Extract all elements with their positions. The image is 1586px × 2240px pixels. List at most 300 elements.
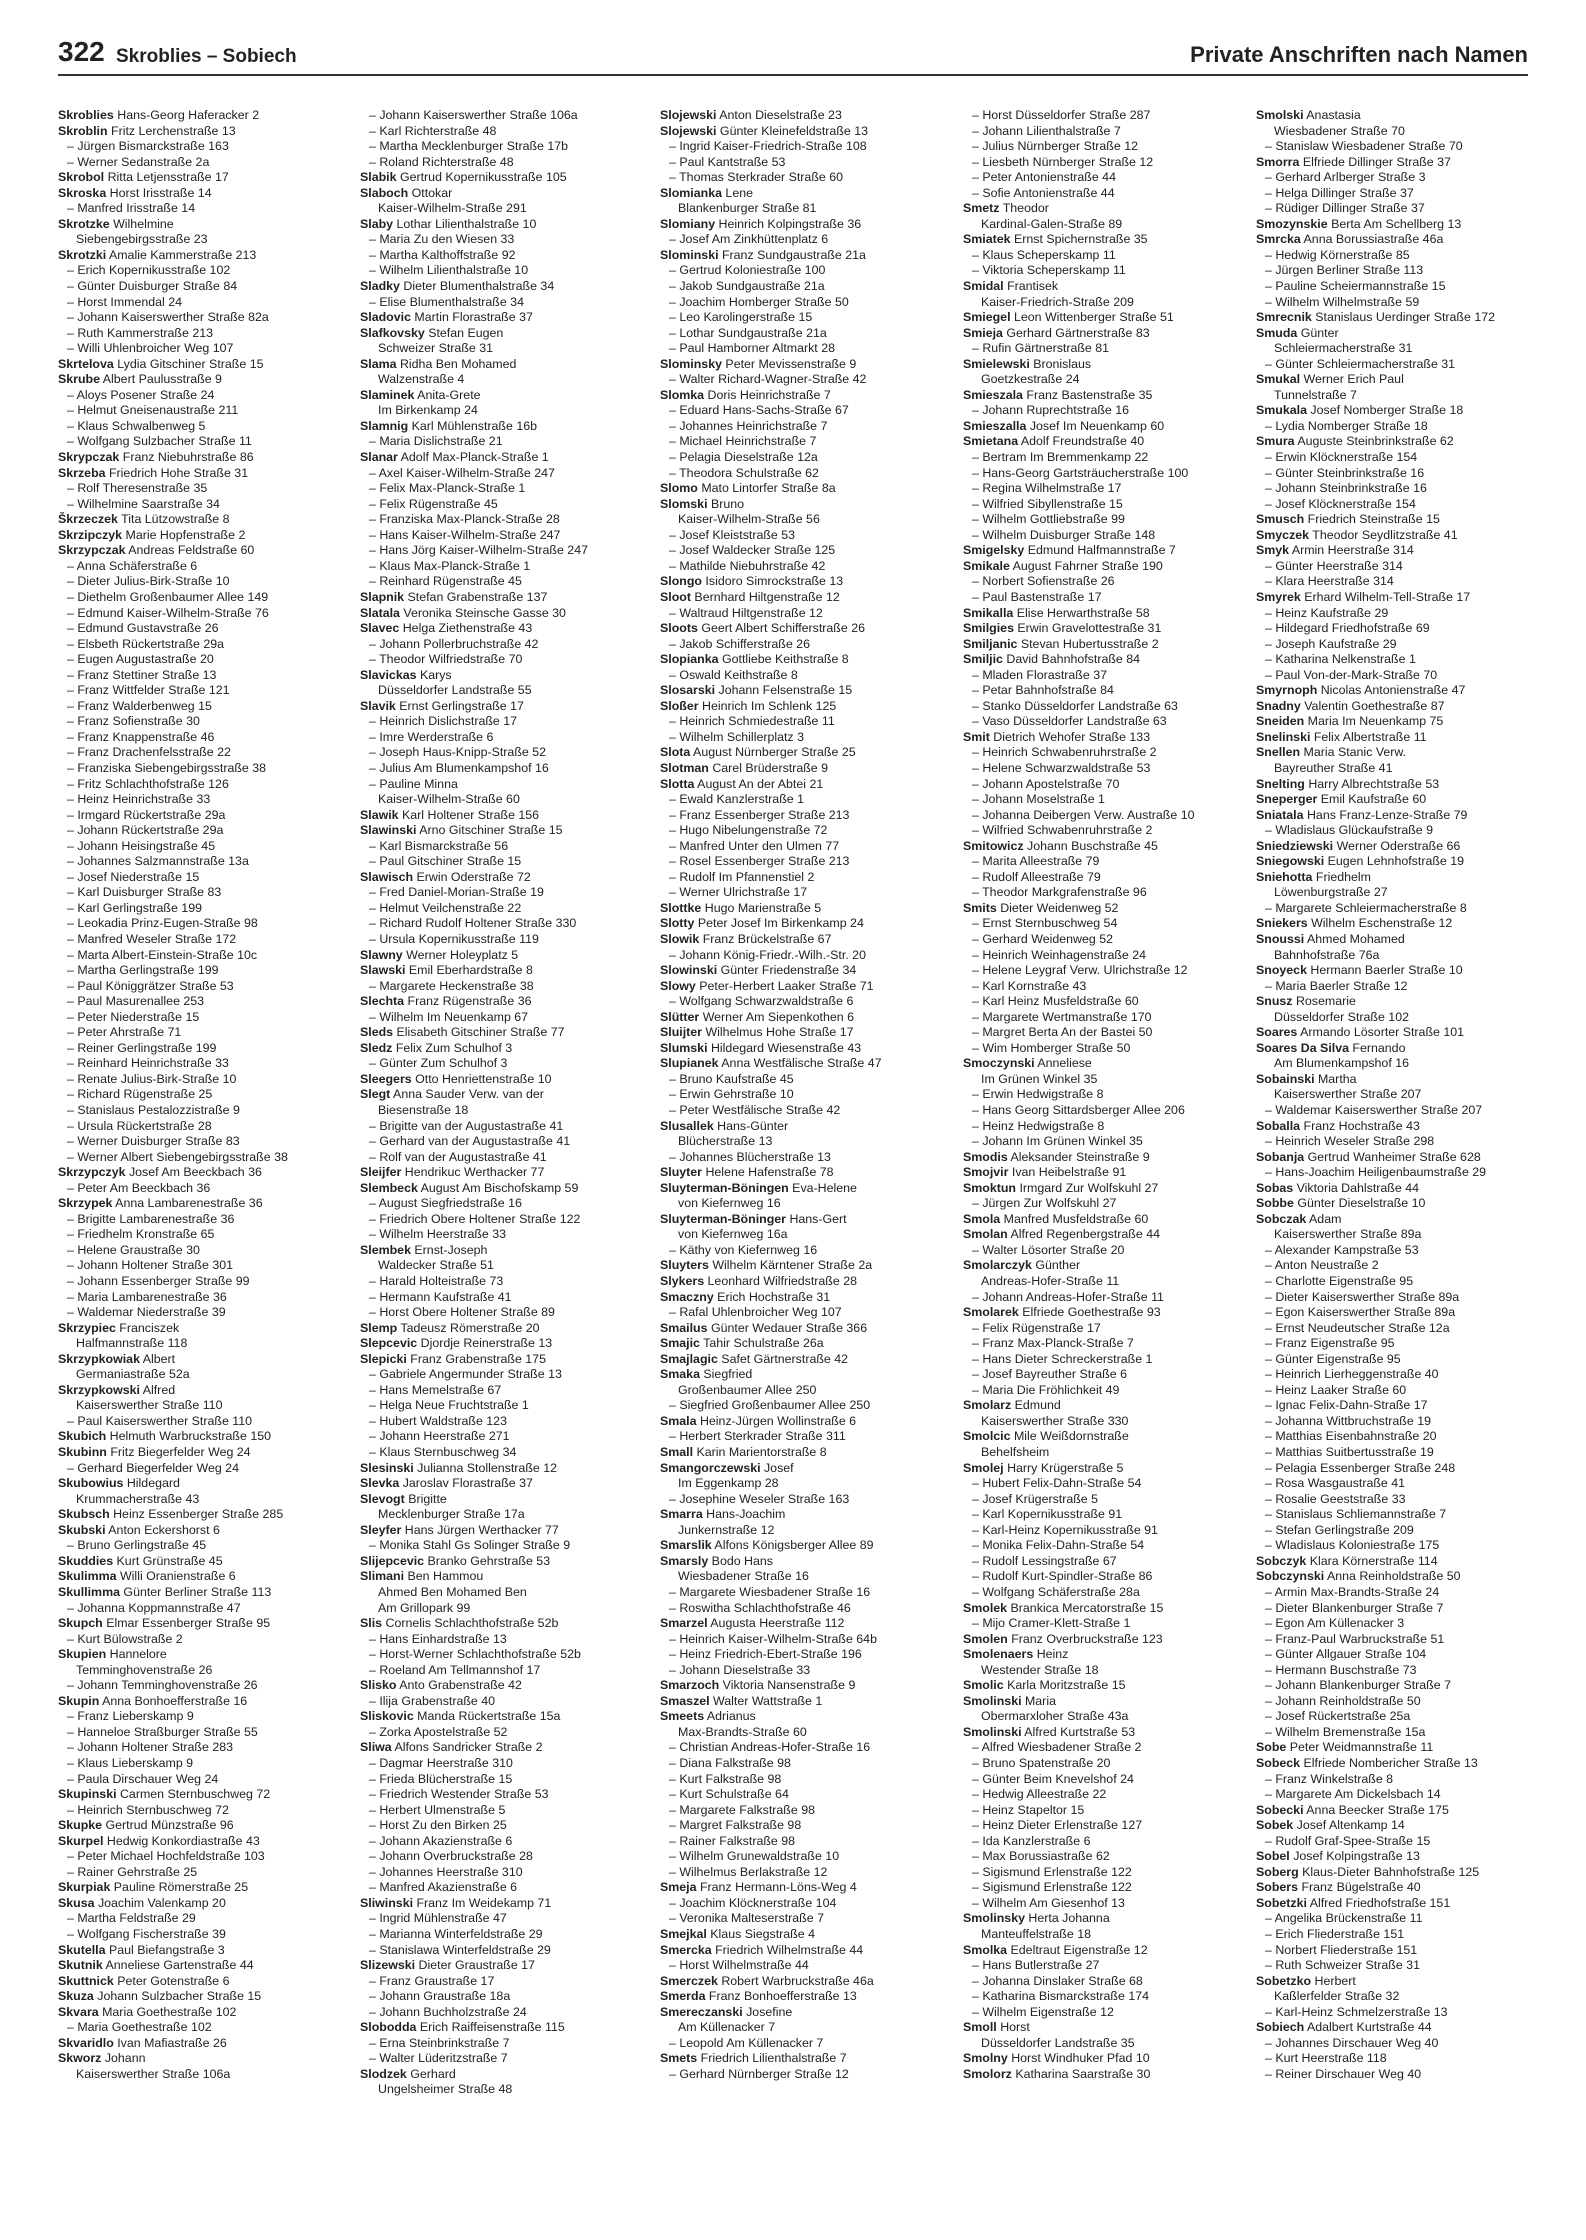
directory-entry: Düsseldorfer Landstraße 35 [981,2035,1135,2050]
directory-entry: – Josef Bayreuther Straße 6 [972,1367,1127,1382]
directory-entry: – Friedrich Obere Holtener Straße 122 [369,1211,581,1226]
directory-entry: – Julius Am Blumenkampshof 16 [369,760,549,775]
directory-entry: Smarzel Augusta Heerstraße 112 [660,1616,845,1631]
directory-entry: – Horst Zu den Birken 25 [369,1818,507,1833]
directory-entry: – Manfred Irisstraße 14 [67,201,196,216]
directory-entry: – Wilhelm Heerstraße 33 [369,1227,507,1242]
directory-entry: Skurpel Hedwig Konkordiastraße 43 [58,1833,260,1848]
directory-entry: – Johann Temminghovenstraße 26 [67,1678,258,1693]
directory-entry: Skrzeba Friedrich Hohe Straße 31 [58,465,249,480]
directory-entry: – Hubert Waldstraße 123 [369,1413,507,1428]
directory-entry: – Helga Neue Fruchtstraße 1 [369,1398,529,1413]
directory-entry: – Vaso Düsseldorfer Landstraße 63 [972,714,1167,729]
directory-entry: Großenbaumer Allee 250 [678,1382,817,1397]
directory-entry: – Helga Dillinger Straße 37 [1265,185,1414,200]
directory-entry: – Gerhard Arlberger Straße 3 [1265,170,1426,185]
directory-entry: Sobczyk Klara Körnerstraße 114 [1256,1553,1438,1568]
directory-entry: – Klaus Lieberskamp 9 [67,1755,194,1770]
directory-entry: Kaiserswerther Straße 106a [76,2066,231,2081]
directory-entry: – Theodor Markgrafenstraße 96 [972,885,1147,900]
directory-entry: – Stanislaus Schliemannstraße 7 [1265,1507,1447,1522]
directory-entry: Ungelsheimer Straße 48 [378,2082,513,2097]
directory-entry: Sluyterman-Böningen Eva-Helene [660,1180,857,1195]
directory-entry: – Paul Kaiserswerther Straße 110 [67,1413,253,1428]
directory-entry: Soares Armando Lösorter Straße 101 [1256,1025,1465,1040]
directory-entry: – Franz Knappenstraße 46 [67,729,215,744]
directory-entry: – Johannes Heerstraße 310 [369,1864,523,1879]
directory-entry: – Wolfgang Sulzbacher Straße 11 [67,434,252,449]
directory-entry: – Waltraud Hiltgenstraße 12 [669,605,823,620]
directory-entry: Smerda Franz Bonhoefferstraße 13 [660,1989,857,2004]
directory-entry: Kaiser-Wilhelm-Straße 60 [378,792,520,807]
directory-entry: Slis Cornelis Schlachthofstraße 52b [360,1616,559,1631]
directory-entry: – Rudolf Im Pfannenstiel 2 [669,869,815,884]
directory-entry: Smitowicz Johann Buschstraße 45 [963,838,1158,853]
directory-entry: – Rainer Falkstraße 98 [669,1833,796,1848]
directory-entry: Slobodda Erich Raiffeisenstraße 115 [360,2020,565,2035]
directory-entry: Goetzkestraße 24 [981,372,1080,387]
directory-entry: – Hermann Kaufstraße 41 [369,1289,512,1304]
directory-entry: – Fred Daniel-Morian-Straße 19 [369,885,544,900]
directory-entry: Sniatala Hans Franz-Lenze-Straße 79 [1256,807,1468,822]
directory-entry: – Peter Westfälische Straße 42 [669,1103,841,1117]
directory-entry: – Frieda Blücherstraße 15 [369,1771,513,1786]
directory-entry: Sobbe Günter Dieselstraße 10 [1256,1196,1426,1211]
directory-entry: Smarslik Alfons Königsberger Allee 89 [660,1538,874,1553]
directory-entry: – Stanislaw Wiesbadener Straße 70 [1265,139,1463,154]
directory-entry: – Johann Kaiserswerther Straße 82a [67,310,269,325]
directory-entry: Sniekers Wilhelm Eschenstraße 12 [1256,916,1453,931]
directory-entry: Sleegers Otto Henriettenstraße 10 [360,1071,552,1086]
directory-entry: Skrzipczyk Marie Hopfenstraße 2 [58,527,246,542]
directory-entry: Slemp Tadeusz Römerstraße 20 [360,1320,540,1335]
directory-entry: Germaniastraße 52a [76,1367,190,1382]
directory-entry: Kaiser-Friedrich-Straße 209 [981,294,1134,309]
directory-entry: – Dieter Kaiserswerther Straße 89a [1265,1289,1460,1304]
directory-entry: von Kiefernweg 16a [678,1227,788,1242]
directory-entry: – Margarete Am Dickelsbach 14 [1265,1787,1441,1802]
directory-entry: – Norbert Fliederstraße 151 [1265,1942,1418,1957]
directory-entry: – Karl-Heinz Schmelzerstraße 13 [1265,2004,1448,2019]
directory-entry: Kaiser-Wilhelm-Straße 291 [378,201,527,216]
directory-entry: Skubski Anton Eckershorst 6 [58,1522,220,1537]
directory-entry: – Rafal Uhlenbroicher Weg 107 [669,1305,842,1320]
directory-entry: – Joachim Klöcknerstraße 104 [669,1895,837,1910]
directory-entry: Manteuffelstraße 18 [981,1926,1091,1941]
directory-entry: – Heinz Kaufstraße 29 [1265,605,1389,620]
directory-entry: Am Grillopark 99 [378,1600,471,1615]
directory-entry: Skubinn Fritz Biegerfelder Weg 24 [58,1445,251,1460]
directory-entry: Düsseldorfer Landstraße 55 [378,683,532,698]
directory-entry: – Heinrich Lierheggenstraße 40 [1265,1367,1439,1382]
directory-entry: Krummacherstraße 43 [76,1491,200,1506]
directory-entry: Slatala Veronika Steinsche Gasse 30 [360,605,566,620]
directory-entry: – Heinz Stapeltor 15 [972,1802,1085,1817]
name-range: Skroblies – Sobiech [116,46,297,67]
directory-entry: – Johann Heisingstraße 45 [67,838,216,853]
directory-entry: Smikalla Elise Herwarthstraße 58 [963,605,1150,620]
directory-entry: – Gabriele Angermunder Straße 13 [369,1367,562,1382]
directory-entry: – Maria Die Fröhlichkeit 49 [972,1382,1120,1397]
directory-entry: Sobczak Adam [1256,1211,1342,1226]
directory-entry: – Johann Holtener Straße 301 [67,1258,234,1273]
directory-entry: Sobas Viktoria Dahlstraße 44 [1256,1180,1419,1195]
directory-entry: – Rolf van der Augustastraße 41 [369,1149,547,1164]
directory-entry: Sladky Dieter Blumenthalstraße 34 [360,279,555,294]
directory-entry: – Hans Dieter Schreckerstraße 1 [972,1351,1153,1366]
directory-entry: Snelting Harry Albrechtstraße 53 [1256,776,1440,791]
directory-entry: Slembeck August Am Bischofskamp 59 [360,1180,579,1195]
directory-entry: – Reiner Dirschauer Weg 40 [1265,2066,1422,2081]
directory-entry: Skrzypiec Franciszek [58,1320,180,1335]
directory-entry: – Maria Zu den Wiesen 33 [369,232,515,247]
directory-entry: Sobainski Martha [1256,1071,1357,1086]
directory-entry: Skrzypkowski Alfred [58,1382,176,1397]
directory-entry: Löwenburgstraße 27 [1274,885,1388,900]
directory-entry: Halfmannstraße 118 [76,1336,188,1351]
directory-entry: Smidal Frantisek [963,279,1059,294]
directory-entry: – Manfred Weseler Straße 172 [67,931,237,946]
directory-entry: Kaiserswerther Straße 89a [1274,1227,1422,1242]
directory-entry: Behelfsheim [981,1445,1050,1460]
directory-entry: Sobel Josef Kolpingstraße 13 [1256,1849,1420,1864]
directory-entry: – Bruno Kaufstraße 45 [669,1071,794,1086]
directory-entry: Slotman Carel Brüderstraße 9 [660,760,829,775]
directory-entry: Sluyter Helene Hafenstraße 78 [660,1165,834,1180]
directory-entry: – August Siegfriedstraße 16 [369,1196,522,1211]
directory-entry: Sobiech Adalbert Kurtstraße 44 [1256,2020,1432,2035]
directory-entry: Smiljic David Bahnhofstraße 84 [963,652,1141,667]
directory-entry: Slavik Ernst Gerlingstraße 17 [360,698,524,713]
directory-entry: – Pelagia Essenberger Straße 248 [1265,1460,1456,1475]
directory-entry: – Josef Niederstraße 15 [67,869,200,884]
directory-entry: – Hans Butlerstraße 27 [972,1958,1100,1973]
directory-entry: Skrzypek Anna Lambarenestraße 36 [58,1196,263,1211]
directory-entry: – Manfred Unter den Ulmen 77 [669,838,840,853]
directory-entry: – Heinz Laaker Straße 60 [1265,1382,1407,1397]
directory-entry: – Aloys Posener Straße 24 [67,387,215,402]
directory-entry: – Imre Werderstraße 6 [369,729,494,744]
directory-entry: – Paula Dirschauer Weg 24 [67,1771,219,1786]
directory-entry: – Karl Kornstraße 43 [972,978,1087,993]
directory-entry: Škrzeczek Tita Lützowstraße 8 [58,512,230,527]
directory-entry: Slaby Lothar Lilienthalstraße 10 [360,216,537,231]
directory-entry: – Klaus Schwalbenweg 5 [67,418,206,433]
directory-entry: Skupch Elmar Essenberger Straße 95 [58,1616,271,1631]
directory-entry: Slojewski Günter Kleinefeldstraße 13 [660,123,869,138]
directory-entry: – Paul Königgrätzer Straße 53 [67,978,234,993]
directory-entry: Smolan Alfred Regenbergstraße 44 [963,1227,1160,1242]
directory-entry: Slepcevic Djordje Reinerstraße 13 [360,1336,553,1351]
directory-entry: – Margarete Heckenstraße 38 [369,978,534,993]
directory-entry: – Peter Antonienstraße 44 [972,170,1116,185]
directory-entry: – Heinrich Schwabenruhrstraße 2 [972,745,1157,760]
directory-entry: Slomiany Heinrich Kolpingstraße 36 [660,216,862,231]
directory-entry: – Michael Heinrichstraße 7 [669,434,817,449]
directory-entry: – Willi Uhlenbroicher Weg 107 [67,341,234,356]
directory-entry: – Wilhelm Duisburger Straße 148 [972,527,1156,542]
directory-entry: – Diana Falkstraße 98 [669,1755,791,1770]
directory-entry: Smolinsky Herta Johanna [963,1911,1110,1926]
directory-entry: Skroblin Fritz Lerchenstraße 13 [58,123,236,138]
directory-entry: Skworz Johann [58,2051,146,2066]
directory-entry: – Wilhelmus Berlakstraße 12 [669,1864,828,1879]
directory-entry: Im Grünen Winkel 35 [981,1071,1098,1086]
directory-entry: Slomo Mato Lintorfer Straße 8a [660,481,836,496]
directory-entry: – Rüdiger Dillinger Straße 37 [1265,201,1425,216]
column-4 [963,108,1231,2082]
directory-entry: Smigelsky Edmund Halfmannstraße 7 [963,543,1176,558]
directory-entry: Skulimma Willi Oranienstraße 6 [58,1569,236,1584]
column-3 [660,108,928,2082]
directory-entry: Blankenburger Straße 81 [678,201,817,216]
directory-entry: – Rudolf Alleestraße 79 [972,869,1101,884]
directory-entry: Siebengebirgsstraße 23 [76,232,208,247]
directory-entry: – Heinz Dieter Erlenstraße 127 [972,1818,1143,1833]
directory-entry: – Theodor Wilfriedstraße 70 [369,652,523,667]
directory-entry: – Erna Steinbrinkstraße 7 [369,2035,510,2050]
directory-entry: – Alexander Kampstraße 53 [1265,1242,1419,1257]
directory-entry: Smarzoch Viktoria Nansenstraße 9 [660,1678,856,1693]
directory-entry: – Brigitte Lambarenestraße 36 [67,1211,235,1226]
directory-entry: Smolic Karla Moritzstraße 15 [963,1678,1126,1693]
directory-entry: – Lydia Nomberger Straße 18 [1265,418,1428,433]
directory-entry: Smits Dieter Weidenweg 52 [963,900,1119,915]
directory-entry: – Johann Graustraße 18a [369,1989,511,2004]
directory-entry: – Reinhard Rügenstraße 45 [369,574,522,589]
directory-entry: – Felix Rügenstraße 45 [369,496,498,511]
directory-entry: Slevka Jaroslav Florastraße 37 [360,1476,533,1491]
directory-entry: Skutella Paul Biefangstraße 3 [58,1942,225,1957]
directory-entry: – Wladislaus Koloniestraße 175 [1265,1538,1440,1553]
directory-entry: – Friedhelm Kronstraße 65 [67,1227,215,1242]
directory-entry: – Franz Eigenstraße 95 [1265,1336,1395,1351]
directory-entry: – Siegfried Großenbaumer Allee 250 [669,1398,871,1413]
directory-entry: – Josef Rückertstraße 25a [1265,1709,1411,1724]
directory-entry: Smietana Adolf Freundstraße 40 [963,434,1145,449]
directory-entry: Slaboch Ottokar [360,185,453,200]
directory-entry: – Wilhelm Am Giesenhof 13 [972,1895,1125,1910]
directory-entry: Smolny Horst Windhuker Pfad 10 [963,2051,1150,2066]
directory-entry: – Günter Allgauer Straße 104 [1265,1647,1427,1662]
directory-entry: – Helmut Veilchenstraße 22 [369,900,522,915]
directory-entry: Slongo Isidoro Simrockstraße 13 [660,574,844,589]
directory-entry: – Maria Baerler Straße 12 [1265,978,1408,993]
directory-entry: Skurpiak Pauline Römerstraße 25 [58,1880,249,1895]
directory-entry: Smiljanic Stevan Hubertusstraße 2 [963,636,1159,651]
directory-entry: – Günter Duisburger Straße 84 [67,279,238,294]
directory-entry: – Josef Klöcknerstraße 154 [1265,496,1416,511]
directory-entry: Smielewski Bronislaus [963,356,1092,371]
directory-entry: Sobetzko Herbert [1256,1973,1356,1988]
directory-entry: – Franz Stettiner Straße 13 [67,667,217,682]
directory-entry: Smyk Armin Heerstraße 314 [1256,543,1414,558]
directory-entry: – Ursula Rückertstraße 28 [67,1118,212,1133]
directory-entry: – Marta Albert-Einstein-Straße 10c [67,947,258,962]
directory-entry: – Wilhelm Im Neuenkamp 67 [369,1009,529,1024]
directory-entry: – Franz Essenberger Straße 213 [669,807,850,822]
directory-entry: – Franz Winkelstraße 8 [1265,1771,1394,1786]
directory-entry: – Klaus Scheperskamp 11 [972,247,1116,262]
directory-entry: Bahnhofstraße 76a [1274,947,1380,962]
directory-entry: Smoktun Irmgard Zur Wolfskuhl 27 [963,1180,1159,1195]
directory-entry: – Wilhelm Grunewaldstraße 10 [669,1849,840,1864]
directory-entry: Sneperger Emil Kaufstraße 60 [1256,792,1427,807]
directory-entry: – Johanna Deibergen Verw. Austraße 10 [972,807,1195,822]
directory-entry: – Gerhard Biegerfelder Weg 24 [67,1460,239,1475]
directory-entry: – Hans Kaiser-Wilhelm-Straße 247 [369,527,561,542]
directory-entry: Sniedziewski Werner Oderstraße 66 [1256,838,1461,853]
directory-entry: – Liesbeth Nürnberger Straße 12 [972,154,1154,169]
directory-entry: – Johann Pollerbruchstraße 42 [369,636,539,651]
directory-entry: – Erwin Hedwigstraße 8 [972,1087,1104,1102]
directory-entry: Smrcka Anna Borussiastraße 46a [1256,232,1444,247]
directory-entry: – Horst Düsseldorfer Straße 287 [972,108,1151,122]
directory-entry: Slawinski Arno Gitschiner Straße 15 [360,823,563,838]
directory-entry: – Heinrich Sternbuschweg 72 [67,1802,229,1817]
directory-entry: – Elise Blumenthalstraße 34 [369,294,524,309]
directory-entry: Junkernstraße 12 [678,1522,775,1537]
directory-entry: Kaßlerfelder Straße 32 [1274,1989,1400,2004]
directory-entry: Skrzypczyk Josef Am Beeckbach 36 [58,1165,262,1180]
directory-entry: – Peter Am Beeckbach 36 [67,1180,211,1195]
directory-entry: – Jakob Schifferstraße 26 [669,636,810,651]
directory-entry: Skrobol Ritta Letjensstraße 17 [58,170,229,185]
directory-entry: – Johanna Dinslaker Straße 68 [972,1973,1143,1988]
directory-entry: Skrotzki Amalie Kammerstraße 213 [58,247,257,262]
directory-entry: – Karl Heinz Musfeldstraße 60 [972,994,1139,1009]
directory-entry: – Rudolf Lessingstraße 67 [972,1553,1117,1568]
directory-entry: Skvaridlo Ivan Mafiastraße 26 [58,2035,227,2050]
directory-entry: – Rosalie Geeststraße 33 [1265,1491,1406,1506]
directory-entry: Slykers Leonhard Wilfriedstraße 28 [660,1274,857,1289]
directory-entry: – Martha Mecklenburger Straße 17b [369,139,569,154]
directory-entry: – Wilhelm Schillerplatz 3 [669,729,804,744]
directory-entry: – Günter Zum Schulhof 3 [369,1056,508,1071]
directory-entry: – Petar Bahnhofstraße 84 [972,683,1114,698]
directory-entry: Snoyeck Hermann Baerler Straße 10 [1256,963,1463,978]
directory-entry: – Paul Kantstraße 53 [669,154,786,169]
directory-entry: – Ignac Felix-Dahn-Straße 17 [1265,1398,1428,1413]
directory-entry: Smolarczyk Günther [963,1258,1081,1273]
directory-entry: Sloßer Heinrich Im Schlenk 125 [660,698,837,713]
directory-entry: – Johannes Dirschauer Weg 40 [1265,2035,1439,2050]
directory-entry: Smrecnik Stanislaus Uerdinger Straße 172 [1256,310,1496,325]
directory-entry: Smorra Elfriede Dillinger Straße 37 [1256,154,1451,169]
directory-entry: Slavickas Karys [360,667,452,682]
directory-entry: Smuda Günter [1256,325,1339,340]
directory-entry: Smolcic Mile Weißdornstraße [963,1429,1129,1444]
directory-entry: Slowinski Günter Friedenstraße 34 [660,963,857,978]
directory-entry: – Franz Graustraße 17 [369,1973,495,1988]
directory-entry: Sniegowski Eugen Lehnhofstraße 19 [1256,854,1465,869]
directory-entry: Smolenaers Heinz [963,1647,1069,1662]
directory-entry: Smarra Hans-Joachim [660,1507,786,1522]
directory-entry: Skuttnick Peter Gotenstraße 6 [58,1973,230,1988]
directory-entry: – Johann Akazienstraße 6 [369,1833,513,1848]
directory-entry: – Sigismund Erlenstraße 122 [972,1864,1132,1879]
directory-entry: Slumski Hildegard Wiesenstraße 43 [660,1040,862,1055]
directory-entry: – Veronika Malteserstraße 7 [669,1911,824,1926]
directory-entry: Snadny Valentin Goethestraße 87 [1256,698,1445,713]
directory-entry: Slafkovsky Stefan Eugen [360,325,504,340]
directory-entry: Smolka Edeltraut Eigenstraße 12 [963,1942,1148,1957]
directory-entry: Sluijter Wilhelmus Hohe Straße 17 [660,1025,854,1040]
directory-entry: – Heinz Friedrich-Ebert-Straße 196 [669,1647,862,1662]
directory-entry: Slawny Werner Holeyplatz 5 [360,947,519,962]
directory-entry: – Maria Dislichstraße 21 [369,434,503,449]
directory-entry: – Gerhard Nürnberger Straße 12 [669,2066,849,2081]
directory-entry: Slimani Ben Hammou [360,1569,484,1584]
directory-entry: Skrotzke Wilhelmine [58,216,174,231]
directory-entry: – Manfred Akazienstraße 6 [369,1880,518,1895]
directory-entry: – Eduard Hans-Sachs-Straße 67 [669,403,849,418]
directory-entry: Slottke Hugo Marienstraße 5 [660,900,822,915]
directory-entry: Smetz Theodor [963,201,1049,216]
directory-entry: – Klaus Sternbuschweg 34 [369,1445,517,1460]
directory-entry: Smereczanski Josefine [660,2004,793,2019]
directory-entry: Smaczny Erich Hochstraße 31 [660,1289,831,1304]
directory-entry: – Johann Overbruckstraße 28 [369,1849,533,1864]
directory-entry: – Rainer Gehrstraße 25 [67,1864,198,1879]
directory-entry: – Paul Masurenallee 253 [67,994,205,1009]
directory-entry: Sleyfer Hans Jürgen Werthacker 77 [360,1522,559,1537]
directory-entry: – Marianna Winterfeldstraße 29 [369,1926,543,1941]
directory-entry: Am Küllenacker 7 [678,2020,776,2035]
directory-entry: Smangorczewski Josef [660,1460,794,1475]
directory-entry: Smukal Werner Erich Paul [1256,372,1404,387]
directory-entry: – Regina Wilhelmstraße 17 [972,481,1122,496]
directory-entry: – Wilfried Sibyllenstraße 15 [972,496,1123,511]
directory-entry: Slodzek Gerhard [360,2066,456,2081]
directory-entry: – Ingrid Mühlenstraße 47 [369,1911,507,1926]
directory-entry: Sleijfer Hendrikuc Werthacker 77 [360,1165,545,1180]
directory-entry: Sluyterman-Böninger Hans-Gert [660,1211,847,1226]
directory-entry: – Egon Am Küllenacker 3 [1265,1616,1405,1631]
directory-entry: – Martha Gerlingstraße 199 [67,963,219,978]
directory-entry: – Erwin Gehrstraße 10 [669,1087,794,1102]
directory-entry: – Jürgen Zur Wolfskuhl 27 [972,1196,1117,1211]
directory-entry: Sliskovic Manda Rückertstraße 15a [360,1709,561,1724]
directory-entry: – Johann Buchholzstraße 24 [369,2004,527,2019]
directory-entry: – Mathilde Niebuhrstraße 42 [669,558,826,573]
directory-entry: – Jakob Sundgaustraße 21a [669,279,825,294]
directory-entry: – Rosel Essenberger Straße 213 [669,854,850,869]
directory-entry: Skubowius Hildegard [58,1476,180,1491]
directory-entry: Kaiserswerther Straße 330 [981,1413,1129,1428]
directory-entry: – Johann Blankenburger Straße 7 [1265,1678,1451,1693]
directory-entry: – Joseph Haus-Knipp-Straße 52 [369,745,547,760]
directory-entry: – Waldemar Niederstraße 39 [67,1305,226,1320]
directory-entry: – Reiner Gerlingstraße 199 [67,1040,217,1055]
directory-entry: Smailus Günter Wedauer Straße 366 [660,1320,868,1335]
directory-entry: – Angelika Brückenstraße 11 [1265,1911,1423,1926]
directory-entry: – Rudolf Graf-Spee-Straße 15 [1265,1833,1431,1848]
directory-entry: – Gerhard Weidenweg 52 [972,931,1113,946]
directory-entry: – Ingrid Kaiser-Friedrich-Straße 108 [669,139,867,154]
directory-entry: Smyrek Erhard Wilhelm-Tell-Straße 17 [1256,589,1471,604]
directory-entry: Slomski Bruno [660,496,745,511]
directory-entry: – Wilhelm Gottliebstraße 99 [972,512,1125,527]
directory-entry: – Günter Beim Knevelshof 24 [972,1771,1134,1786]
directory-entry: Skuddies Kurt Grünstraße 45 [58,1553,223,1568]
directory-entry: – Helene Graustraße 30 [67,1242,200,1257]
directory-entry: – Johannes Blücherstraße 13 [669,1149,831,1164]
directory-entry: – Rufin Gärtnerstraße 81 [972,341,1110,356]
directory-entry: – Margret Falkstraße 98 [669,1818,802,1833]
directory-entry: – Paul Hamborner Altmarkt 28 [669,341,835,356]
directory-entry: – Jürgen Berliner Straße 113 [1265,263,1424,278]
